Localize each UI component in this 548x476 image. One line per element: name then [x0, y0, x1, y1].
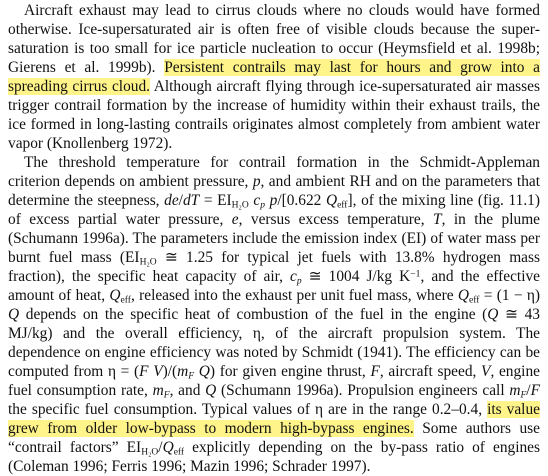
math-symbol: m — [509, 382, 521, 399]
text-run: /[0.622 — [277, 192, 326, 209]
text-run: Some authors use “contrail factors” EI — [8, 420, 540, 456]
math-symbol: Q — [109, 287, 121, 304]
math-symbol: m — [152, 382, 164, 399]
math-symbol: dT — [182, 192, 200, 209]
subscript: p — [260, 199, 265, 211]
subscript: H₂O — [141, 446, 159, 458]
text-run: ], of the mixing line (fig. 11.1) of excess partial water pressure, — [8, 192, 540, 228]
math-symbol: Q — [8, 306, 20, 323]
subscript: p — [296, 275, 302, 287]
text-run: The threshold temperature for contrail formation in the Schmidt-Appleman criterion depends on ambient pressure, — [8, 154, 540, 190]
subscript: eff — [337, 199, 348, 211]
text-run: ≅ 1.25 for typical jet fuels with 13.8% hydrogen mass fraction), the specific heat capacity of air, — [8, 249, 540, 285]
text-run: ≅ 43 MJ/kg) and the overall efficiency, η, of the aircraft propulsion system. The dependence on engine efficiency was noted by Schmidt (1941). The efficiency can be computed from η = ( — [8, 306, 540, 380]
subscript: eff — [173, 446, 185, 458]
math-symbol: Q — [198, 363, 210, 380]
text-run: , released into the exhaust per unit fuel mass, where — [130, 287, 458, 304]
text-run: , and — [169, 382, 206, 399]
paragraph-contrail-persistence — [8, 1, 540, 153]
text-run: / — [158, 439, 163, 456]
math-symbol: de — [164, 192, 179, 209]
text-run: the specific fuel consumption. Typical values of η are in the range 0.2–0.4, — [8, 401, 488, 418]
text-run: , versus excess temperature, — [238, 211, 434, 228]
math-symbol: Q — [325, 192, 338, 209]
subscript: eff — [468, 294, 480, 306]
math-symbol: p — [252, 173, 261, 190]
text-run: ≅ 1004 J/kg K — [301, 268, 411, 285]
subscript: H₂O — [231, 199, 249, 211]
math-symbol: m — [177, 363, 189, 380]
text-page — [8, 1, 540, 476]
text-run: = EI — [199, 192, 232, 209]
text-run: , aircraft speed, — [379, 363, 482, 380]
math-symbol: Q — [162, 439, 174, 456]
text-run: , engine fuel consumption rate, — [8, 363, 540, 399]
math-symbol: Q — [205, 382, 217, 399]
text-run: / — [178, 192, 183, 209]
text-run: ) for given engine thrust, — [209, 363, 371, 380]
superscript: −1 — [410, 268, 421, 280]
text-run: / — [526, 382, 531, 399]
subscript: eff — [120, 294, 131, 306]
math-symbol: F — [530, 382, 540, 399]
text-run: Aircraft exhaust may lead to cirrus clouds where no clouds would have formed otherwise. Ice-supersaturated air is often free of visible clouds because the supersaturation is too small for ice particle nucleation to occur (Heymsfield et al. 1998b; Gierens et al. 1999b). — [8, 2, 540, 76]
paragraph-schmidt-appleman — [8, 153, 540, 476]
text-run: (Schumann 1996a). Propulsion engineers call — [216, 382, 510, 399]
subscript: F — [520, 389, 527, 401]
math-symbol: V — [481, 363, 491, 380]
subscript: H₂O — [139, 256, 157, 268]
subscript: F — [163, 389, 170, 401]
math-symbol: T — [433, 211, 442, 228]
highlighted-text: its value grew from older low-bypass to modern high-bypass engines. — [8, 401, 540, 437]
subscript: F — [188, 370, 195, 382]
text-run: )/( — [162, 363, 178, 380]
text-run: depends on the specific heat of combustion of the fuel in the engine ( — [19, 306, 488, 323]
math-symbol: Q — [487, 306, 499, 323]
text-run: , and ambient RH and on the parameters that determine the steepness, — [8, 173, 541, 209]
text-run: Although aircraft flying through ice-supersaturated air masses trigger contrail formation by the increase of humidity within their exhaust trails, the ice formed in long-lasting contrails originates almost completely from ambient water vapor (Knollenberg 1972). — [8, 78, 540, 152]
math-symbol: p — [269, 192, 278, 209]
math-symbol: c — [290, 268, 297, 285]
text-run: = (1 − η) — [479, 287, 540, 304]
text-run: , in the plume (Schumann 1996a). The parameters include the emission index (EI) of water mass per burnt fuel mass (EI — [8, 211, 540, 266]
highlighted-text: Persistent contrails may last for hours and grow into a spreading cirrus cloud. — [8, 59, 540, 95]
math-symbol: Q — [457, 287, 469, 304]
math-symbol: e — [231, 211, 239, 228]
math-symbol: F — [370, 363, 380, 380]
math-symbol: c — [253, 192, 261, 209]
text-run: explicitly depending on the by-pass ratio of engines (Coleman 1996; Ferris 1996; Mazin 1996; Schrader 1997). — [8, 439, 541, 475]
text-run: , and the effective amount of heat, — [8, 268, 540, 304]
math-symbol: F V — [139, 363, 163, 380]
